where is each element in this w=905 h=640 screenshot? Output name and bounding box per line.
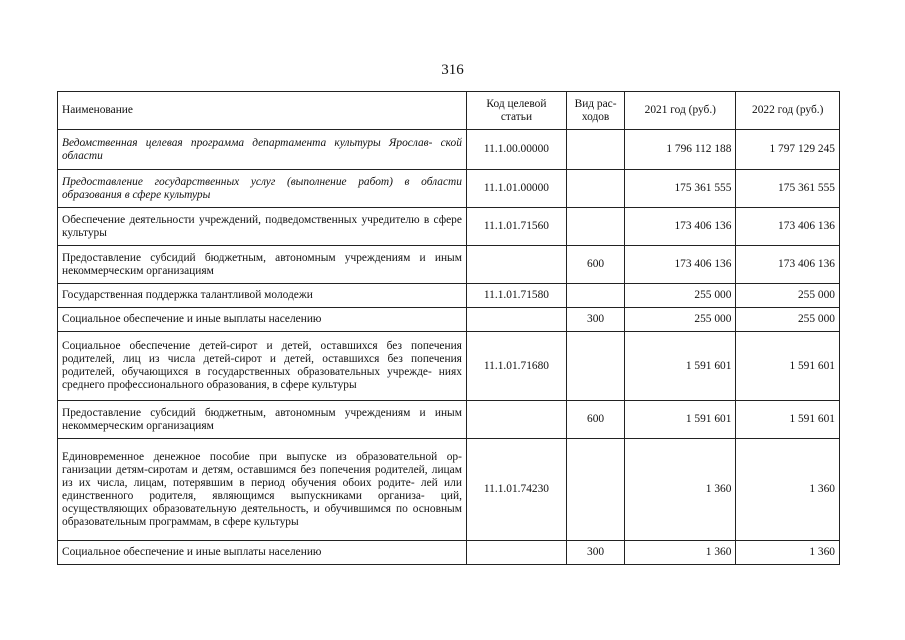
budget-table	[57, 91, 840, 565]
header-year-2021: 2021 год (руб.)	[625, 92, 736, 130]
row-name: Предоставление государственных услуг (выполнение работ) в области образования в сфере культуры	[58, 170, 467, 208]
row-value-2021: 175 361 555	[625, 170, 736, 208]
row-value-2021: 255 000	[625, 308, 736, 332]
row-value-2022: 1 360	[736, 541, 840, 565]
header-kind: Вид рас- ходов	[566, 92, 624, 130]
table-row	[58, 170, 840, 208]
row-code: 11.1.00.00000	[466, 130, 566, 170]
row-kind: 600	[566, 401, 624, 439]
table-row	[58, 208, 840, 246]
row-value-2021: 255 000	[625, 284, 736, 308]
row-kind	[566, 208, 624, 246]
table-body	[58, 130, 840, 565]
row-name: Единовременное денежное пособие при выпуске из образовательной ор- ганизации детям-сиротам и детям, оставшимся без попечения родителей, лицам из их числа, лицам, потерявшим в период обучения обоих родите- лей или единственного родителя, являющимся выпускниками организа- ций, осуществляющих образовательную деятельность, и обучившимся по основным образовательным программам, в сфере культуры	[58, 439, 467, 541]
row-kind	[566, 439, 624, 541]
row-name: Ведомственная целевая программа департамента культуры Ярослав- ской области	[58, 130, 467, 170]
row-name: Социальное обеспечение и иные выплаты населению	[58, 541, 467, 565]
row-value-2021: 1 796 112 188	[625, 130, 736, 170]
row-name: Социальное обеспечение и иные выплаты населению	[58, 308, 467, 332]
row-value-2022: 1 797 129 245	[736, 130, 840, 170]
row-kind	[566, 284, 624, 308]
table-row	[58, 401, 840, 439]
row-kind	[566, 332, 624, 401]
row-value-2022: 175 361 555	[736, 170, 840, 208]
row-value-2022: 255 000	[736, 284, 840, 308]
row-value-2022: 1 360	[736, 439, 840, 541]
row-name: Обеспечение деятельности учреждений, подведомственных учредителю в сфере культуры	[58, 208, 467, 246]
table-row	[58, 284, 840, 308]
table-header-row	[58, 92, 840, 130]
row-value-2021: 1 591 601	[625, 332, 736, 401]
row-value-2022: 1 591 601	[736, 332, 840, 401]
row-code	[466, 308, 566, 332]
row-value-2021: 173 406 136	[625, 208, 736, 246]
row-code: 11.1.01.00000	[466, 170, 566, 208]
row-value-2022: 255 000	[736, 308, 840, 332]
row-code: 11.1.01.71680	[466, 332, 566, 401]
row-kind: 300	[566, 541, 624, 565]
row-kind: 600	[566, 246, 624, 284]
table-row	[58, 332, 840, 401]
row-name: Предоставление субсидий бюджетным, автономным учреждениям и иным некоммерческим организациям	[58, 246, 467, 284]
row-code	[466, 541, 566, 565]
row-code	[466, 246, 566, 284]
row-value-2021: 1 360	[625, 439, 736, 541]
row-code: 11.1.01.71580	[466, 284, 566, 308]
table-row	[58, 308, 840, 332]
row-value-2022: 1 591 601	[736, 401, 840, 439]
table-row	[58, 246, 840, 284]
row-kind	[566, 130, 624, 170]
header-year-2022: 2022 год (руб.)	[736, 92, 840, 130]
header-code: Код целевой статьи	[466, 92, 566, 130]
page-number: 316	[441, 62, 464, 78]
table-row	[58, 439, 840, 541]
row-kind	[566, 170, 624, 208]
row-name: Предоставление субсидий бюджетным, автономным учреждениям и иным некоммерческим организациям	[58, 401, 467, 439]
row-value-2021: 1 360	[625, 541, 736, 565]
table-row	[58, 130, 840, 170]
row-code: 11.1.01.74230	[466, 439, 566, 541]
row-value-2021: 1 591 601	[625, 401, 736, 439]
header-name: Наименование	[58, 92, 467, 130]
row-name: Социальное обеспечение детей-сирот и детей, оставшихся без попечения родителей, лиц из числа детей-сирот и детей, оставшихся без попечения родителей, обучающихся в государственных образовательных учрежде- ниях среднего профессионального образования, в сфере культуры	[58, 332, 467, 401]
row-value-2021: 173 406 136	[625, 246, 736, 284]
row-code: 11.1.01.71560	[466, 208, 566, 246]
row-kind: 300	[566, 308, 624, 332]
row-name: Государственная поддержка талантливой молодежи	[58, 284, 467, 308]
row-value-2022: 173 406 136	[736, 208, 840, 246]
row-code	[466, 401, 566, 439]
row-value-2022: 173 406 136	[736, 246, 840, 284]
table-row	[58, 541, 840, 565]
